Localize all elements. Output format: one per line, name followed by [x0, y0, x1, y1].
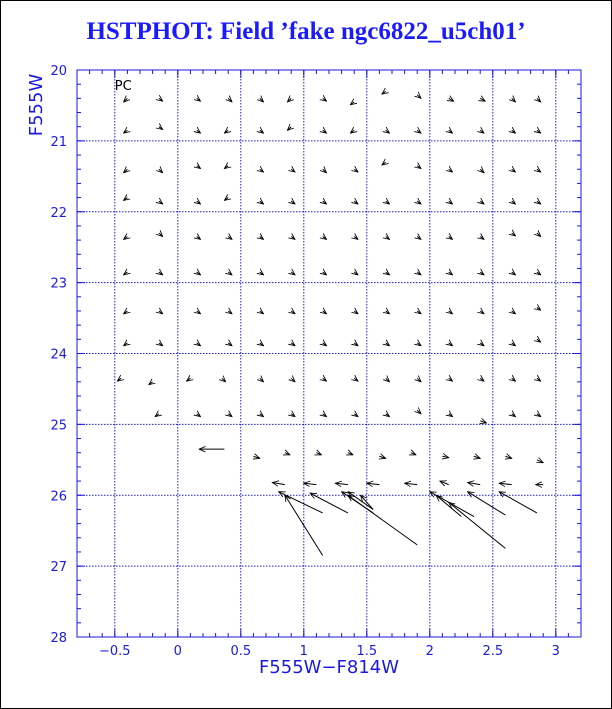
- offset-arrow: [316, 453, 321, 455]
- offset-arrow: [197, 272, 201, 275]
- x-axis-label: F555W−F814W: [258, 657, 400, 678]
- offset-arrow: [228, 98, 232, 102]
- offset-arrow: [417, 201, 421, 204]
- offset-arrow: [323, 272, 327, 275]
- offset-arrow: [228, 237, 232, 240]
- offset-arrow: [291, 311, 295, 314]
- offset-arrow: [480, 378, 484, 381]
- offset-arrow: [512, 201, 516, 204]
- offset-arrow: [449, 98, 454, 101]
- offset-arrow: [449, 414, 453, 417]
- offset-arrow: [537, 339, 541, 342]
- offset-arrow: [354, 378, 358, 381]
- offset-arrow: [272, 482, 285, 484]
- offset-arrow: [417, 343, 421, 346]
- offset-arrow: [350, 130, 354, 133]
- offset-arrow: [537, 378, 541, 381]
- offset-arrow: [449, 343, 453, 346]
- offset-arrow: [512, 169, 516, 172]
- y-tick-label: 23: [50, 276, 67, 292]
- offset-arrow: [440, 481, 449, 485]
- offset-arrow: [323, 378, 327, 381]
- offset-arrow: [354, 169, 358, 172]
- offset-arrow: [537, 460, 543, 463]
- offset-arrow: [228, 311, 232, 314]
- offset-arrow: [449, 311, 453, 314]
- offset-arrow: [149, 382, 153, 385]
- x-tick-label: 0: [173, 644, 182, 659]
- offset-arrow: [279, 492, 323, 513]
- offset-arrow: [386, 237, 390, 240]
- offset-arrow: [197, 130, 201, 133]
- offset-arrow: [512, 130, 516, 133]
- offset-arrow: [253, 456, 259, 458]
- offset-arrow: [386, 201, 390, 204]
- x-tick-label: 2.5: [482, 644, 504, 659]
- offset-arrow: [436, 495, 461, 516]
- offset-arrow: [537, 233, 541, 237]
- offset-arrow: [354, 414, 358, 417]
- offset-arrow: [304, 483, 317, 484]
- offset-arrow: [512, 343, 516, 346]
- x-tick-label: 1: [299, 644, 308, 659]
- y-tick-label: 22: [50, 205, 67, 221]
- panel-annotation: PC: [114, 78, 132, 94]
- axis-ticks: [50, 64, 581, 659]
- offset-arrow: [382, 91, 386, 94]
- offset-arrow: [228, 414, 232, 417]
- offset-arrow: [417, 130, 421, 133]
- offset-arrow: [124, 169, 128, 173]
- offset-arrow: [124, 272, 128, 275]
- grid: [77, 70, 581, 637]
- offset-arrow: [480, 421, 486, 423]
- offset-arrow: [287, 127, 291, 131]
- x-tick-label: −0.5: [99, 644, 131, 659]
- offset-arrow: [159, 233, 163, 237]
- offset-arrow: [354, 237, 358, 240]
- offset-arrow: [159, 169, 163, 173]
- offset-arrow: [480, 272, 484, 275]
- offset-arrow: [449, 169, 453, 172]
- offset-arrow: [480, 237, 484, 240]
- offset-arrow: [411, 453, 416, 455]
- offset-arrow: [159, 311, 163, 314]
- offset-arrow: [449, 237, 453, 240]
- offset-arrow: [480, 311, 484, 314]
- offset-arrow: [480, 169, 484, 173]
- offset-arrow: [354, 201, 358, 204]
- offset-arrow: [228, 272, 232, 275]
- offset-arrow: [291, 201, 295, 204]
- offset-arrow: [323, 201, 327, 204]
- offset-arrow: [197, 201, 201, 204]
- offset-arrow: [159, 127, 163, 130]
- offset-arrow: [449, 130, 453, 133]
- offset-arrow: [323, 169, 327, 173]
- offset-arrow: [449, 201, 453, 204]
- offset-arrow: [379, 456, 385, 458]
- x-tick-label: 3: [551, 644, 560, 659]
- offset-arrow: [417, 311, 421, 314]
- offset-arrow: [124, 198, 128, 201]
- offset-arrow: [260, 311, 264, 314]
- offset-arrow: [197, 414, 201, 417]
- offset-arrow: [537, 414, 541, 417]
- offset-arrow: [323, 311, 327, 314]
- offset-arrow: [348, 492, 373, 510]
- y-axis-label: F555W: [26, 73, 47, 137]
- offset-arrow: [354, 343, 358, 346]
- offset-arrow: [499, 483, 512, 484]
- offset-arrow: [197, 343, 201, 346]
- offset-arrow: [260, 130, 264, 133]
- offset-arrow: [197, 237, 201, 240]
- offset-arrow: [335, 483, 348, 484]
- offset-arrow: [512, 233, 516, 236]
- offset-arrow: [323, 414, 327, 417]
- offset-arrow: [417, 410, 421, 414]
- offset-arrow: [291, 169, 295, 172]
- offset-arrow: [260, 201, 264, 204]
- offset-arrow: [260, 98, 264, 102]
- offset-arrow: [386, 311, 390, 314]
- offset-arrow: [417, 95, 421, 99]
- y-tick-label: 27: [50, 560, 67, 576]
- offset-arrow: [260, 272, 264, 275]
- offset-arrow: [124, 130, 128, 133]
- offset-arrow: [350, 102, 354, 105]
- offset-arrow: [537, 307, 541, 310]
- offset-arrow: [124, 343, 128, 346]
- offset-arrow: [449, 272, 453, 275]
- offset-arrow: [480, 98, 485, 101]
- offset-arrow: [197, 166, 201, 169]
- offset-arrow: [386, 272, 390, 275]
- chart-title: HSTPHOT: Field ’fake ngc6822_u5ch01’: [86, 18, 526, 45]
- offset-arrow: [537, 201, 541, 204]
- offset-arrow: [512, 378, 516, 381]
- offset-arrow: [224, 130, 228, 133]
- offset-arrow: [505, 456, 511, 458]
- offset-arrow: [474, 456, 480, 458]
- offset-arrow: [417, 237, 421, 240]
- offset-arrow: [323, 237, 327, 240]
- y-tick-label: 25: [50, 418, 67, 434]
- offset-arrow: [159, 201, 163, 204]
- offset-arrow: [537, 130, 541, 133]
- offset-arrow: [354, 311, 358, 314]
- offset-arrow: [323, 343, 327, 346]
- offset-arrow: [468, 482, 481, 484]
- offset-arrow: [417, 272, 421, 275]
- offset-arrow: [323, 98, 327, 101]
- offset-arrow: [260, 414, 264, 417]
- offset-arrow: [287, 98, 291, 102]
- offset-arrow: [449, 378, 453, 381]
- offset-arrow: [224, 166, 228, 169]
- offset-arrow: [512, 272, 516, 275]
- offset-arrow: [480, 201, 484, 204]
- offset-arrow: [405, 483, 418, 484]
- offset-arrow: [260, 237, 264, 240]
- offset-arrow: [442, 456, 448, 457]
- offset-arrow: [537, 272, 541, 275]
- offset-arrow: [291, 343, 295, 346]
- offset-arrow: [260, 169, 264, 172]
- offset-arrow: [537, 169, 541, 172]
- offset-arrow: [124, 98, 128, 102]
- y-tick-label: 26: [50, 489, 67, 505]
- offset-arrow: [480, 130, 484, 133]
- offset-arrow: [228, 343, 232, 346]
- y-tick-label: 24: [50, 347, 67, 363]
- offset-arrow: [417, 378, 421, 382]
- offset-arrow: [187, 378, 191, 381]
- offset-arrow: [386, 378, 390, 382]
- offset-arrow: [367, 483, 380, 484]
- offset-arrow: [348, 453, 353, 455]
- offset-arrow: [512, 414, 516, 417]
- offset-arrow: [512, 311, 516, 314]
- offset-arrow: [159, 272, 163, 275]
- offset-arrow: [117, 378, 121, 381]
- offset-arrow: [260, 343, 264, 346]
- offset-arrow: [159, 98, 163, 101]
- y-tick-label: 28: [50, 631, 67, 646]
- offset-arrow: [512, 98, 516, 102]
- x-tick-label: 2: [425, 644, 434, 659]
- offset-arrow: [323, 130, 327, 133]
- offset-arrow: [537, 98, 541, 102]
- offset-arrow: [222, 378, 226, 382]
- offset-arrow: [197, 311, 201, 314]
- offset-arrow: [155, 414, 159, 417]
- offset-arrow: [386, 343, 390, 346]
- offset-arrow: [291, 237, 295, 240]
- offset-arrow: [291, 378, 295, 382]
- offset-arrow: [386, 130, 390, 133]
- offset-arrow: [260, 378, 264, 382]
- offset-arrow: [291, 272, 295, 275]
- y-tick-label: 20: [50, 64, 67, 79]
- offset-arrow: [480, 343, 484, 346]
- x-tick-label: 1.5: [356, 644, 378, 659]
- x-tick-label: 0.5: [230, 644, 252, 659]
- offset-arrow: [382, 162, 386, 165]
- arrow-vectors: [117, 91, 543, 555]
- offset-arrow: [291, 414, 295, 417]
- offset-arrow: [124, 311, 128, 314]
- offset-arrow: [417, 166, 421, 169]
- offset-arrow: [386, 414, 390, 417]
- offset-arrow: [285, 453, 290, 455]
- offset-arrow: [197, 98, 201, 101]
- offset-arrow: [224, 198, 228, 201]
- offset-arrow: [124, 237, 128, 240]
- offset-arrow: [159, 343, 163, 346]
- offset-arrow: [354, 272, 358, 275]
- y-tick-label: 21: [50, 134, 67, 150]
